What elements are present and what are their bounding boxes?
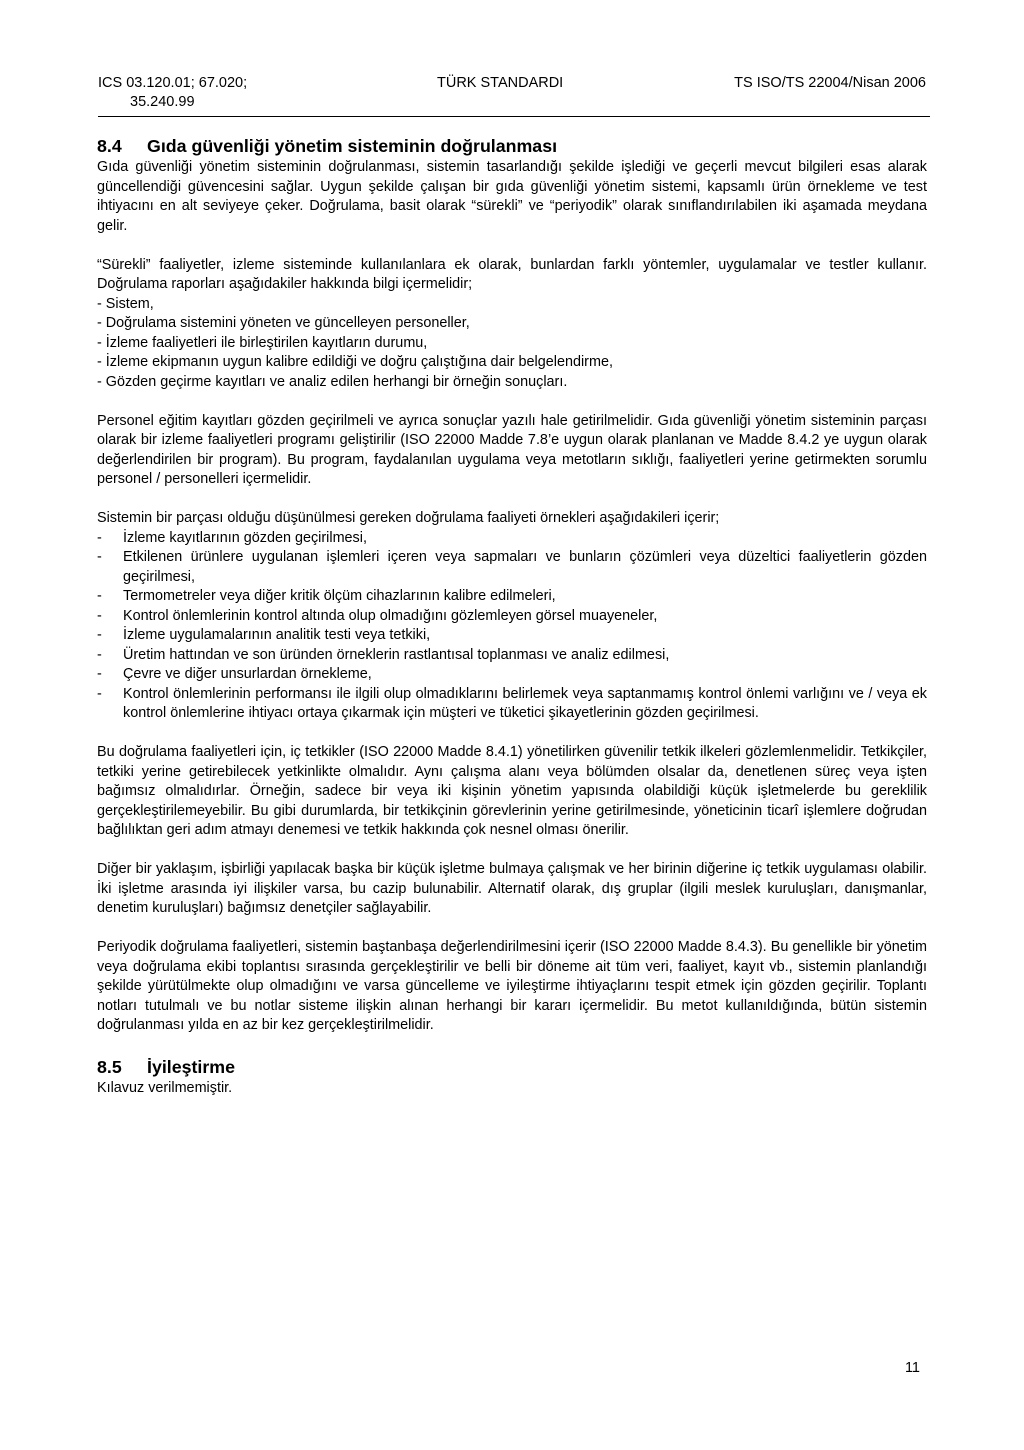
list-item-text: İzleme uygulamalarının analitik testi veya tetkiki,: [123, 627, 431, 643]
section-8-5-number: 8.5: [97, 1056, 122, 1077]
paragraph-7: Periyodik doğrulama faaliyetleri, sistemin baştanbaşa değerlendirilmesini içerir (ISO 22000 Madde 8.4.3). Bu genellikle bir yönetim veya doğrulama ekibi toplantısı sırasında gerçekleştirilir ve belli bir döneme ait tüm veri, faaliyet, kayıt vb., sistemin planlandığı şekilde yürütülmekte olup olmadığını ve varsa güncelleme ve iyileştirme ihtiyaçlarını tespit etmek için gözden geçirilir. Toplantı notları tutulmalı ve bu notlar sisteme ilişkin alınan herhangi bir kararı içermelidir. Bu metot kullanıldığında, bütün sistemin doğrulanması yılda en az bir kez gerçekleştirilmelidir.: [97, 939, 927, 1033]
list-item: - Gözden geçirme kayıtları ve analiz edilen herhangi bir örneğin sonuçları.: [97, 373, 568, 390]
list-marker: -: [97, 646, 102, 663]
verification-examples-list: [97, 529, 927, 724]
list-item-text: Kontrol önlemlerinin kontrol altında olup olmadığını gözlemleyen görsel muayeneler,: [123, 607, 658, 624]
section-8-4-heading: [97, 134, 927, 158]
paragraph-5: Bu doğrulama faaliyetleri için, iç tetkikler (ISO 22000 Madde 8.4.1) yönetilirken güvenilir tetkik ilkeleri gözlemlenmelidir. Tetkikçiler, tetkiki yerine getirebilecek yetkinlikte olmalıdır. Aynı çalışma alanı veya bölümden olsalar da, denetlenen süreç veya işten bağımsız olmalıdırlar. Örneğin, sadece bir veya iki kişinin yönetim yapısında olabildiği küçük işletmelerde bu gereklilik gerçekleştirilemeyebilir. Bu gibi durumlarda, bir tetkikçinin görevlerinin yerine getirilmesinde, yöneticinin ticarî işlemlere doğrudan bağlılıktan geri adım atmayı denemesi ve tetkik hakkında çok nesnel olması önerilir.: [97, 744, 927, 838]
list-item: [97, 646, 927, 666]
list-marker: -: [97, 588, 102, 604]
page-header: [98, 74, 930, 117]
page-content: [97, 134, 927, 1098]
list-item: [97, 607, 927, 627]
paragraph-4-intro: Sistemin bir parçası olduğu düşünülmesi gereken doğrulama faaliyeti örnekleri aşağıdakileri içerir;: [97, 510, 720, 526]
section-8-5-body: Kılavuz verilmemiştir.: [97, 1079, 233, 1096]
list-item-text: Çevre ve diğer unsurlardan örnekleme,: [123, 666, 372, 682]
list-item: [97, 587, 927, 607]
list-item: [97, 685, 927, 724]
list-marker: -: [97, 549, 102, 565]
paragraph-2: “Sürekli” faaliyetler, izleme sisteminde kullanılanlara ek olarak, bunlardan farklı yöntemler, uygulamalar ve testler kullanır. Doğrulama raporları aşağıdakiler hakkında bilgi içermelidir;: [97, 256, 927, 292]
section-8-5-title: İyileştirme: [147, 1056, 235, 1077]
header-standard-id: TS ISO/TS 22004/Nisan 2006: [734, 75, 926, 91]
list-item-text: Etkilenen ürünlere uygulanan işlemleri içeren veya sapmaları ve bunların çözümleri veya düzeltici faaliyetlerin gözden geçirilmesi,: [123, 549, 927, 585]
paragraph-6: Diğer bir yaklaşım, işbirliği yapılacak başka bir küçük işletme bulmaya çalışmak ve her birinin diğerine iç tetkik uygulaması olabilir. İki işletme arasında iyi ilişkiler varsa, bu cazip bulunabilir. Alternatif olarak, dış gruplar (ilgili meslek kuruluşları, danışmanlar, denetim kuruluşları) bağımsız denetçiler sağlayabilir.: [97, 861, 927, 916]
list-item-text: Kontrol önlemlerinin performansı ile ilgili olup olmadıklarını belirlemek veya saptanmamış kontrol önlemi varlığını ve / veya ek kontrol önlemlerine ihtiyacı ortaya çıkarmak için müşteri ve tüketici şikayetlerinin gözden geçirilmesi.: [123, 685, 927, 721]
header-standard-name: TÜRK STANDARDI: [437, 75, 564, 91]
paragraph-3: Personel eğitim kayıtları gözden geçirilmeli ve ayrıca sonuçlar yazılı hale getirilmelidir. Gıda güvenliği yönetim sisteminin parçası olarak bir izleme faaliyetleri programı geliştirilir (ISO 22000 Madde 7.8’e uygun olarak planlanan ve Madde 8.4.2 ye uygun olarak değerlendirilen bir program). Bu program, faydalanılan uygulama veya metotların sıklığı, faaliyetleri yerine getirmekten sorumlu personel / personelleri içermelidir.: [97, 412, 927, 487]
header-ics-line2: 35.240.99: [130, 94, 195, 110]
list-item: - Sistem,: [97, 295, 154, 312]
header-ics-line1: ICS 03.120.01; 67.020;: [98, 75, 248, 91]
list-item: [97, 626, 927, 646]
list-item: [97, 665, 927, 685]
list-item: [97, 529, 927, 549]
list-item-text: İzleme kayıtlarının gözden geçirilmesi,: [123, 529, 367, 546]
section-8-5-heading: [97, 1055, 927, 1079]
list-marker: -: [97, 685, 102, 702]
paragraph-1: Gıda güvenliği yönetim sisteminin doğrulanması, sistemin tasarlandığı şekilde işlediği ve geçerli mevcut bilgileri esas alarak güncellendiği güvencesini sağlar. Uygun şekilde çalışan bir gıda güvenliği yönetim sistemi, kapsamlı ürün örnekleme ve test ihtiyacını en alt seviyeye çeker. Doğrulama, basit olarak “sürekli” ve “periyodik” olarak sınıflandırılabilen iki aşamada meydana gelir.: [97, 159, 927, 234]
list-item: - Doğrulama sistemini yöneten ve güncelleyen personeller,: [97, 315, 470, 331]
report-contents-list: [97, 295, 927, 393]
list-item: - İzleme faaliyetleri ile birleştirilen kayıtların durumu,: [97, 334, 428, 351]
section-8-4-title: Gıda güvenliği yönetim sisteminin doğrulanması: [147, 136, 558, 156]
list-item-text: Termometreler veya diğer kritik ölçüm cihazlarının kalibre edilmeleri,: [123, 588, 556, 604]
list-item: [97, 548, 927, 587]
list-marker: -: [97, 529, 102, 546]
list-marker: -: [97, 607, 102, 624]
section-8-4-number: 8.4: [97, 136, 122, 156]
header-ics-codes: [98, 74, 247, 112]
list-item-text: Üretim hattından ve son üründen örneklerin rastlantısal toplanması ve analiz edilmesi,: [123, 646, 670, 663]
page-number: 11: [904, 1360, 920, 1376]
list-marker: -: [97, 627, 102, 643]
list-marker: -: [97, 666, 102, 682]
list-item: - İzleme ekipmanın uygun kalibre edildiği ve doğru çalıştığına dair belgelendirme,: [97, 354, 613, 370]
